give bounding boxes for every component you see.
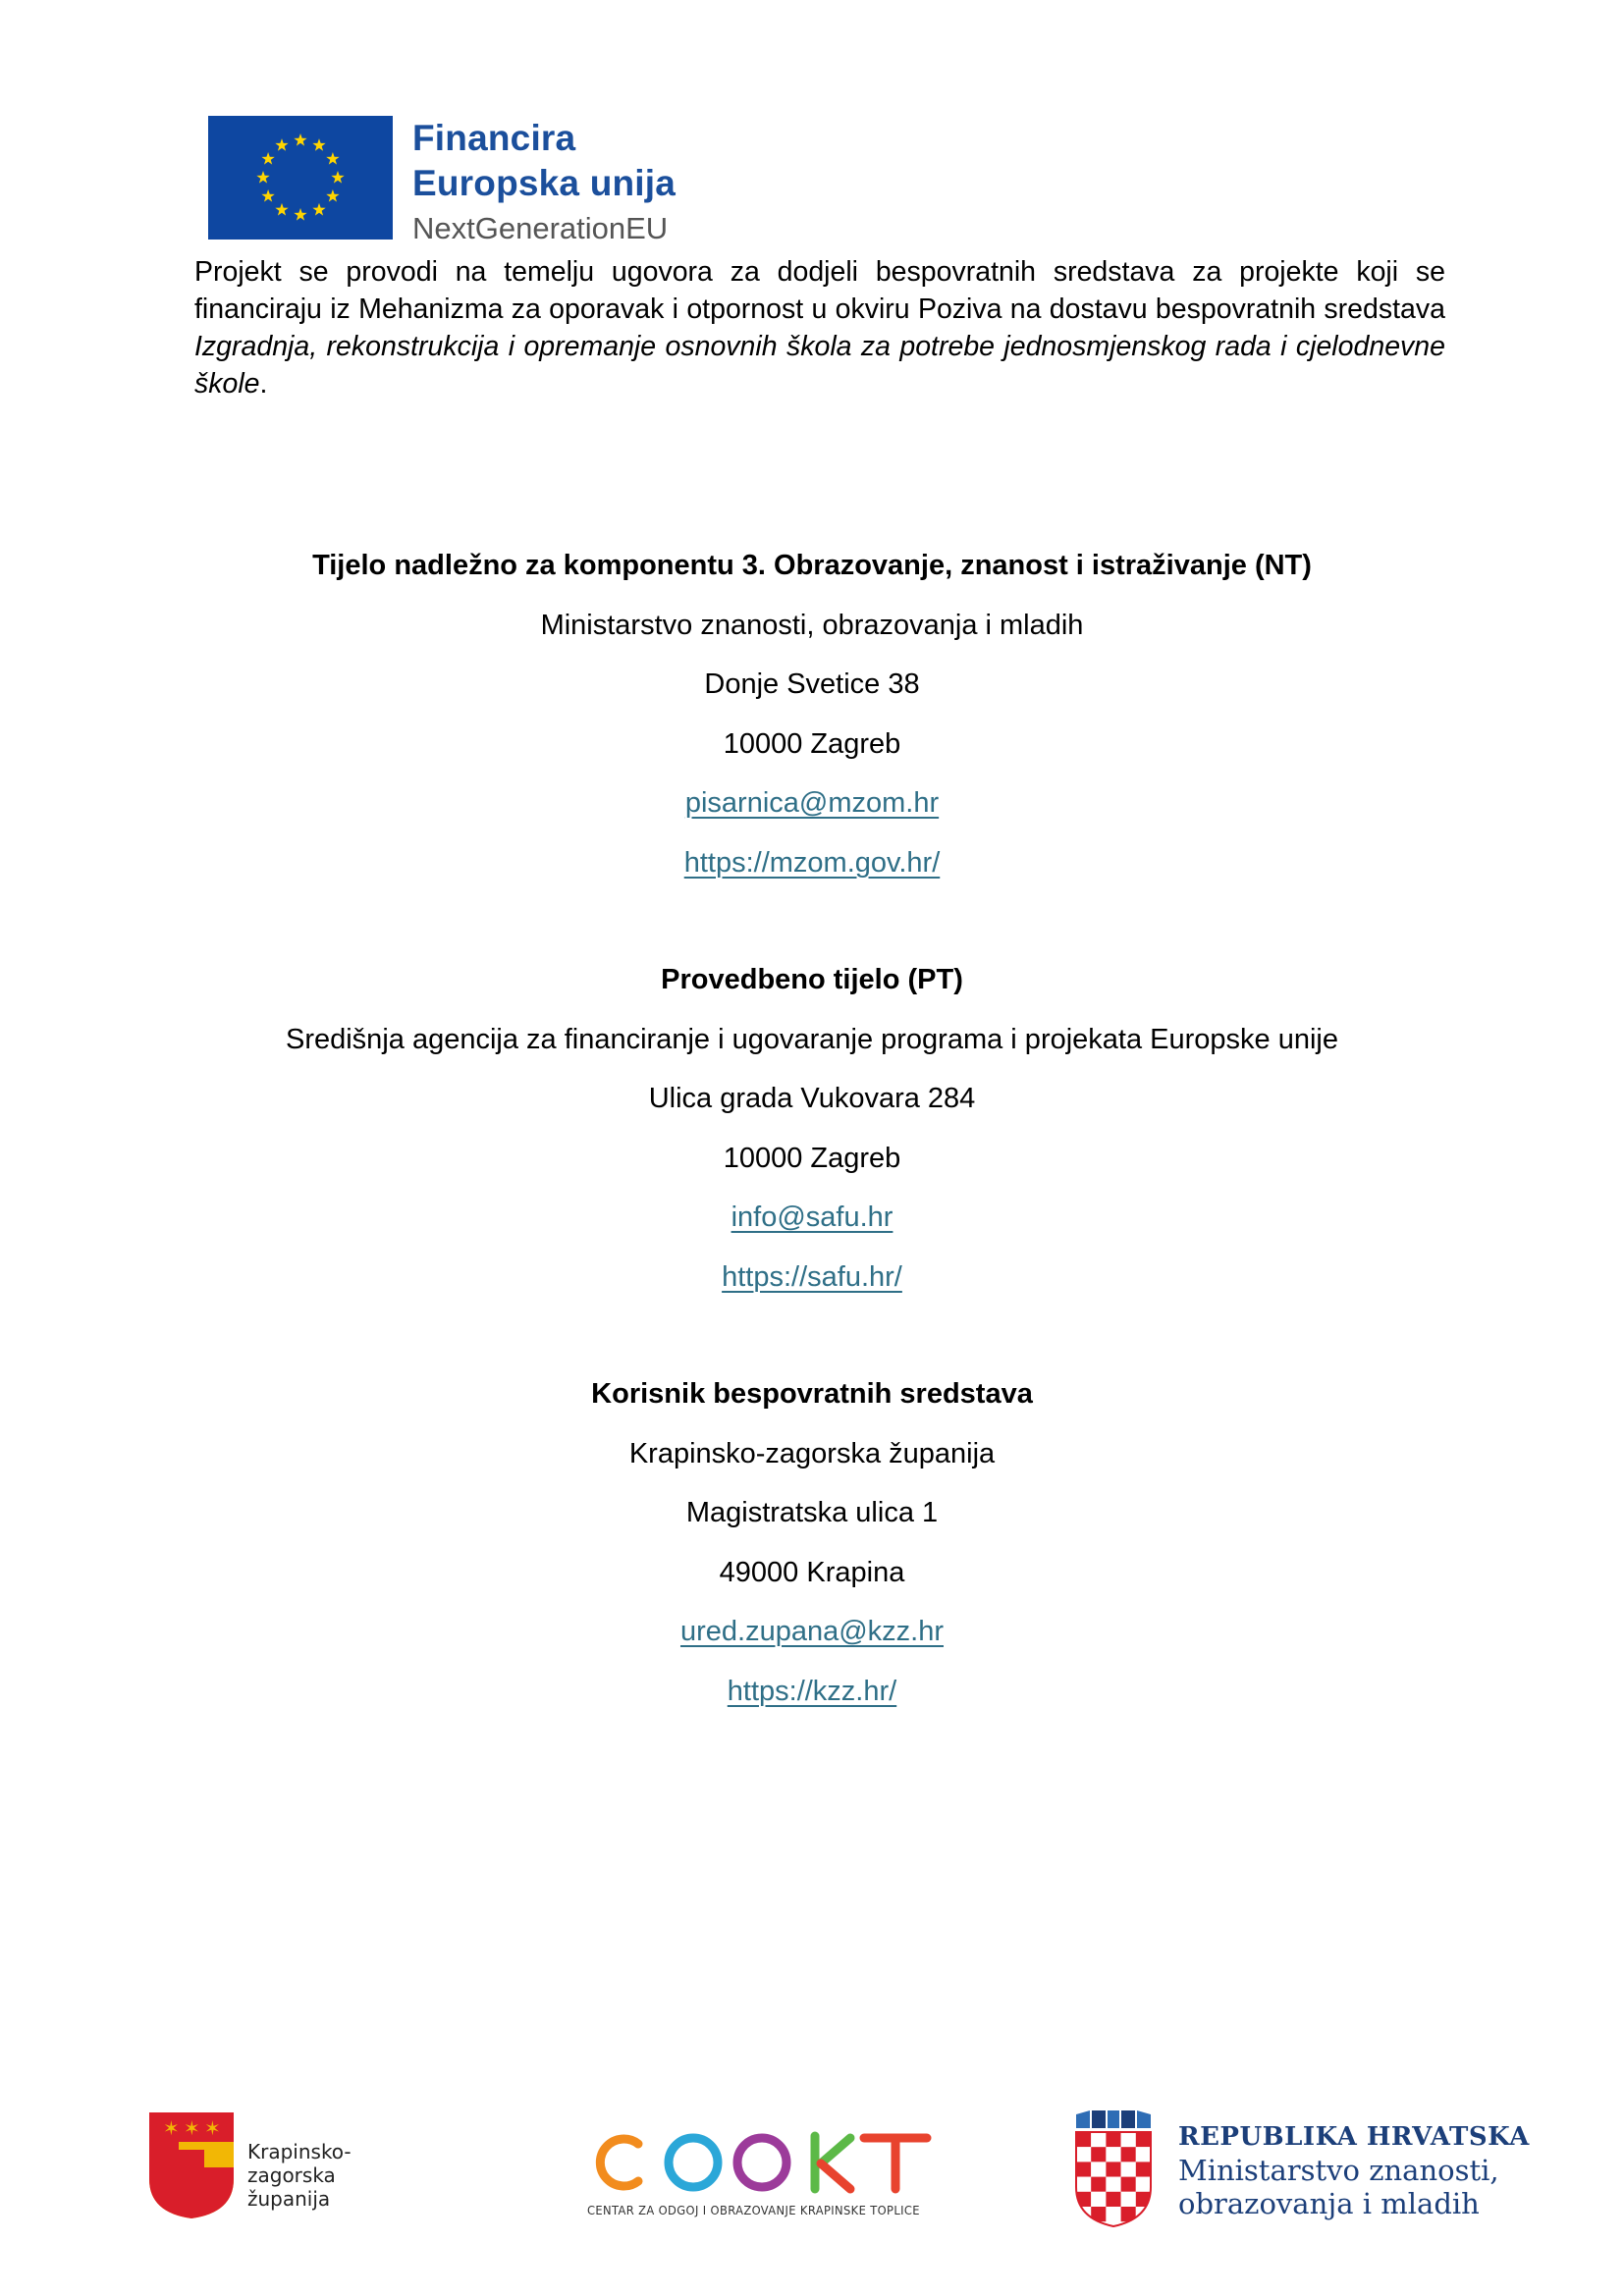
checker-square [1136, 2177, 1151, 2192]
organization-city: 10000 Zagreb [723, 1142, 901, 1174]
website-link[interactable]: https://safu.hr/ [722, 1260, 902, 1293]
checker-square [1076, 2177, 1091, 2192]
intro-paragraph [194, 253, 1445, 402]
call-title: Izgradnja, rekonstrukcija i opremanje osnovnih škola za potrebe jednosmjenskog rada i cjelodnevne škole [194, 331, 1445, 400]
organization-name: Središnja agencija za financiranje i ugovaranje programa i projekata Europske unije [285, 1023, 1339, 1055]
ministry-logo-line1: REPUBLIKA HRVATSKA [1178, 2122, 1530, 2152]
section-nt [0, 536, 1624, 892]
kzz-coat-of-arms-icon [147, 2110, 236, 2220]
kzz-logo-line1: Krapinsko-zagorska [247, 2140, 352, 2187]
section-beneficiary [0, 1364, 1624, 1721]
section-title: Provedbeno tijelo (PT) [661, 964, 963, 995]
organization-name: Krapinsko-zagorska županija [628, 1437, 996, 1469]
checker-square [1091, 2192, 1106, 2207]
checker-square [1091, 2147, 1106, 2162]
section-title: Tijelo nadležno za komponentu 3. Obrazovanje, znanost i istraživanje (NT) [312, 550, 1312, 581]
section-title: Korisnik bespovratnih sredstava [591, 1378, 1033, 1410]
cookt-wordmark-icon [587, 2128, 941, 2197]
eu-flag-icon [208, 116, 393, 240]
svg-text:✶: ✶ [184, 2116, 200, 2140]
kzz-logo-line2: županija [247, 2187, 331, 2211]
section-pt [0, 950, 1624, 1307]
ministry-logo-line2: Ministarstvo znanosti, [1178, 2154, 1499, 2187]
checker-square [1121, 2192, 1136, 2207]
kzz-logo-text [247, 2140, 432, 2211]
cookt-logo [587, 2128, 941, 2226]
checker-square [1076, 2132, 1091, 2147]
ministry-logo-text [1178, 2120, 1530, 2220]
checker-square [1136, 2147, 1151, 2162]
organization-address: Ulica grada Vukovara 284 [648, 1083, 976, 1114]
checker-square [1091, 2162, 1106, 2176]
organization-city: 10000 Zagreb [723, 727, 901, 760]
website-link[interactable]: https://mzom.gov.hr/ [683, 846, 941, 879]
eu-logo-line3: NextGenerationEU [412, 211, 669, 245]
website-link[interactable]: https://kzz.hr/ [727, 1675, 897, 1707]
checker-square [1106, 2192, 1120, 2207]
eu-logo-line2: Europska unija [412, 163, 677, 203]
checker-square [1106, 2132, 1120, 2147]
checker-square [1121, 2162, 1136, 2176]
kzz-logo [147, 2110, 432, 2228]
checker-square [1076, 2147, 1091, 2162]
footer-logos [0, 2110, 1624, 2228]
checker-square [1136, 2162, 1151, 2176]
organization-address: Magistratska ulica 1 [685, 1497, 939, 1528]
organization-name: Ministarstvo znanosti, obrazovanja i mladih [540, 609, 1084, 641]
intro-text: Projekt se provodi na temelju ugovora za dodjeli bespovratnih sredstava za projekte koji se financiraju iz Mehanizma za oporavak i otpornost u okviru Poziva na dostavu bespovratnih sredstava [194, 256, 1445, 325]
checker-square [1121, 2177, 1136, 2192]
ministry-logo-line3: obrazovanja i mladih [1178, 2187, 1480, 2220]
email-link[interactable]: ured.zupana@kzz.hr [679, 1616, 945, 1647]
svg-text:✶: ✶ [163, 2116, 180, 2140]
eu-logo-line1: Financira [412, 118, 576, 158]
eu-logo-text [412, 116, 707, 249]
organization-address: Donje Svetice 38 [704, 668, 920, 700]
checker-square [1121, 2147, 1136, 2162]
svg-text:✶: ✶ [204, 2116, 221, 2140]
checker-square [1106, 2207, 1120, 2221]
checker-square [1136, 2132, 1151, 2147]
checker-square [1106, 2177, 1120, 2192]
checker-square [1091, 2177, 1106, 2192]
checker-square [1106, 2147, 1120, 2162]
cookt-logo-subtitle: CENTAR ZA ODGOJ I OBRAZOVANJE KRAPINSKE TOPLICE [587, 2203, 920, 2217]
checker-square [1076, 2162, 1091, 2176]
checker-square [1121, 2132, 1136, 2147]
eu-funding-logo [208, 116, 699, 245]
ministry-logo [1072, 2110, 1534, 2238]
checker-square [1106, 2162, 1120, 2176]
croatian-coat-of-arms-icon [1072, 2110, 1155, 2228]
intro-end: . [259, 368, 268, 400]
checker-square [1091, 2132, 1106, 2147]
organization-city: 49000 Krapina [719, 1556, 905, 1588]
email-link[interactable]: pisarnica@mzom.hr [684, 787, 940, 819]
email-link[interactable]: info@safu.hr [731, 1201, 893, 1233]
